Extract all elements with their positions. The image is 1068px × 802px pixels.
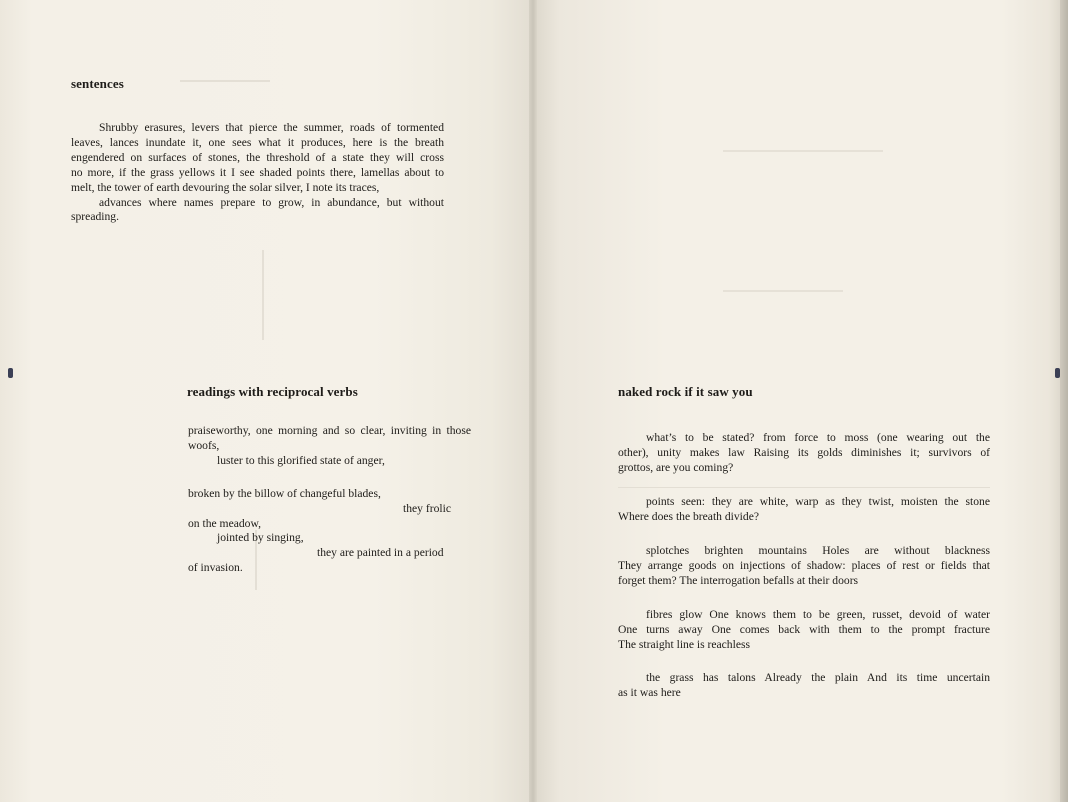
text-line: forget them? The interrogation befalls at their doors: [618, 573, 859, 587]
text-line: melt, the tower of earth devouring the solar silver, I note its traces,: [71, 180, 380, 194]
text-line: praiseworthy, one morning and so clear, inviting in those: [188, 424, 471, 437]
text-line: what’s to be stated? from force to moss (one wearing out the: [646, 431, 990, 444]
book-gutter: [529, 0, 537, 802]
bleed-through-rule: [618, 487, 990, 488]
sentences-paragraph: [71, 121, 444, 225]
text-line: they are painted in a period: [317, 546, 444, 560]
section-title-sentences: sentences: [71, 76, 124, 91]
text-line: grottos, are you coming?: [618, 460, 734, 474]
text-line: engendered on surfaces of stones, the threshold of a state they will cross: [71, 150, 444, 164]
text-line: on the meadow,: [188, 516, 261, 530]
text-line: the grass has talons Already the plain And its time uncertain: [646, 671, 990, 684]
section-title-readings: readings with reciprocal verbs: [187, 384, 358, 399]
text-line: no more, if the grass yellows it I see shaded points there, lamellas about to: [71, 165, 444, 179]
text-line: Where does the breath divide?: [618, 509, 759, 523]
text-line: The straight line is reachless: [618, 637, 750, 651]
stanza: [618, 608, 990, 653]
text-line: broken by the billow of changeful blades,: [188, 486, 381, 500]
readings-poem: [188, 424, 471, 576]
text-line: leaves, lances inundate it, one sees what it produces, here is the breath: [71, 135, 444, 149]
text-line: spreading.: [71, 210, 119, 224]
text-line: woofs,: [188, 438, 220, 452]
bleed-through-block: [262, 250, 294, 340]
stanza: [618, 431, 990, 476]
text-line: points seen: they are white, warp as they twist, moisten the stone: [646, 495, 990, 508]
text-line: advances where names prepare to grow, in abundance, but without: [99, 195, 444, 209]
stanza: [618, 671, 990, 701]
text-line: splotches brighten mountains Holes are without blackness: [646, 544, 990, 557]
text-line: they frolic: [403, 501, 451, 515]
text-line: One turns away One comes back with them to the prompt fracture: [618, 622, 990, 636]
text-line: luster to this glorified state of anger,: [217, 453, 385, 467]
text-line: Shrubby erasures, levers that pierce the summer, roads of tormented: [99, 121, 444, 134]
section-title-naked-rock: naked rock if it saw you: [618, 384, 753, 399]
staple-left: [8, 368, 13, 378]
text-line: fibres glow One knows them to be green, russet, devoid of water: [646, 608, 990, 621]
text-line: jointed by singing,: [217, 531, 304, 545]
bleed-through-block: [723, 150, 883, 182]
stanza: [618, 544, 990, 589]
bleed-through-block: [723, 290, 843, 352]
bleed-through-block: [180, 80, 270, 122]
text-line: other), unity makes law Raising its golds diminishes it; survivors of: [618, 445, 990, 459]
stanza: [618, 495, 990, 525]
text-line: They arrange goods on injections of shadow: places of rest or fields that: [618, 558, 990, 572]
staple-right: [1055, 368, 1060, 378]
text-line: as it was here: [618, 685, 681, 699]
page-edge: [1060, 0, 1068, 802]
text-line: of invasion.: [188, 561, 243, 575]
